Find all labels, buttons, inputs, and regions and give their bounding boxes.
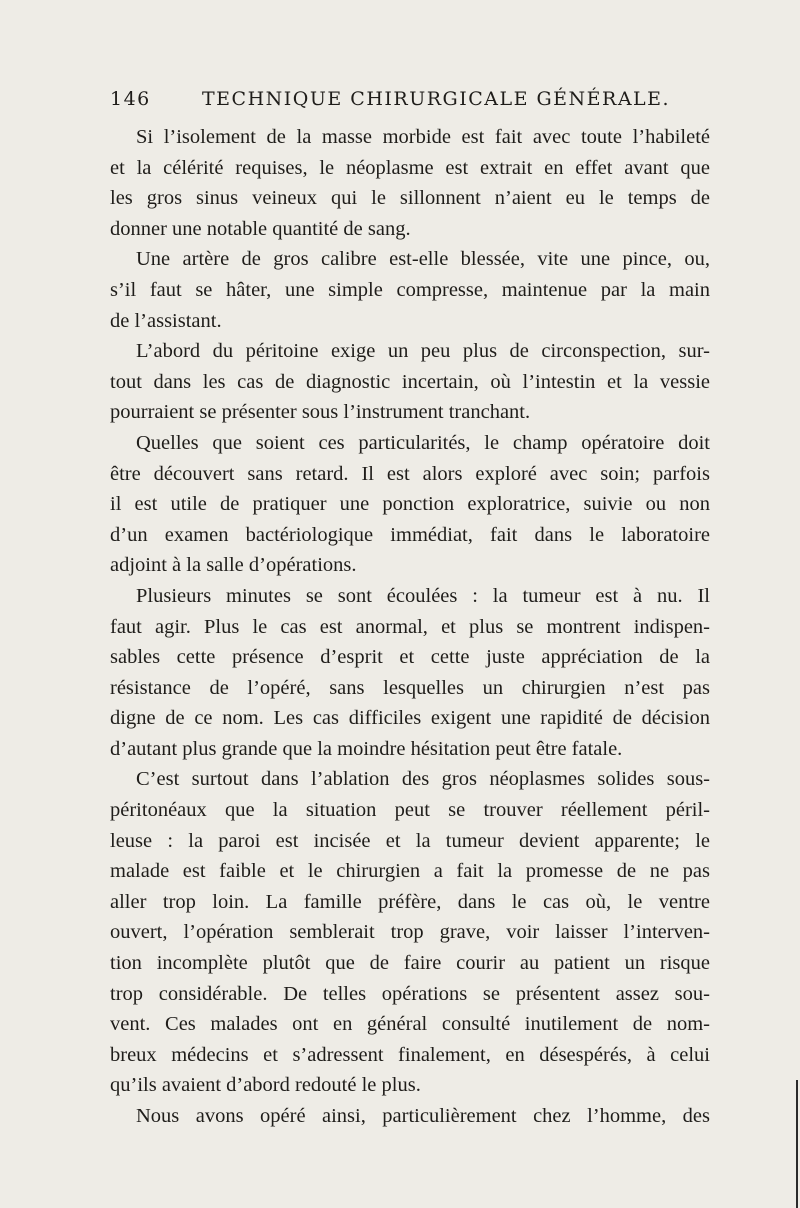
running-title: TECHNIQUE CHIRURGICALE GÉNÉRALE. — [202, 88, 671, 110]
text-line: leuse : la paroi est incisée et la tumeur devient apparente; le — [110, 829, 710, 852]
text-line: C’est surtout dans l’ablation des gros néoplasmes solides sous- — [136, 768, 710, 791]
text-line: trop considérable. De telles opérations se présentent assez sou- — [110, 982, 710, 1005]
text-line: Nous avons opéré ainsi, particulièrement chez l’homme, des — [136, 1105, 710, 1127]
text-line: Quelles que soient ces particularités, le champ opératoire doit — [136, 431, 710, 454]
page-header — [110, 88, 720, 114]
text-line: vent. Ces malades ont en général consulté inutilement de nom- — [110, 1013, 710, 1036]
text-line: Si l’isolement de la masse morbide est fait avec toute l’habileté — [136, 126, 710, 148]
text-line: tion incomplète plutôt que de faire courir au patient un risque — [110, 952, 710, 975]
text-line: L’abord du péritoine exige un peu plus de circonspection, sur- — [136, 340, 710, 363]
text-line: les gros sinus veineux qui le sillonnent n’aient eu le temps de — [110, 187, 710, 210]
text-line: péritonéaux que la situation peut se trouver réellement péril- — [110, 799, 710, 822]
text-line: Une artère de gros calibre est-elle blessée, vite une pince, ou, — [136, 248, 710, 271]
text-line: tout dans les cas de diagnostic incertain, où l’intestin et la vessie — [110, 370, 710, 393]
text-line: faut agir. Plus le cas est anormal, et plus se montrent indispen- — [110, 615, 710, 638]
text-line: être découvert sans retard. Il est alors exploré avec soin; parfois — [110, 462, 710, 485]
text-line: de l’assistant. — [110, 309, 222, 332]
text-line: il est utile de pratiquer une ponction exploratrice, suivie ou non — [110, 493, 710, 516]
text-line: ouvert, l’opération semblerait trop grave, voir laisser l’interven- — [110, 921, 710, 944]
text-line: digne de ce nom. Les cas difficiles exigent une rapidité de décision — [110, 707, 710, 730]
text-line: pourraient se présenter sous l’instrument tranchant. — [110, 401, 531, 424]
body-text — [110, 122, 710, 1132]
text-line: donner une notable quantité de sang. — [110, 217, 411, 240]
text-line: résistance de l’opéré, sans lesquelles un chirurgien n’est pas — [110, 676, 710, 699]
text-line: sables cette présence d’esprit et cette juste appréciation de la — [110, 646, 710, 669]
text-line: et la célérité requises, le néoplasme est extrait en effet avant que — [110, 156, 710, 179]
text-line: s’il faut se hâter, une simple compresse, maintenue par la main — [110, 278, 710, 301]
text-line: d’autant plus grande que la moindre hésitation peut être fatale. — [110, 737, 623, 760]
text-line: malade est faible et le chirurgien a fait la promesse de ne pas — [110, 860, 710, 883]
page-edge-shadow — [796, 1080, 798, 1208]
page-number: 146 — [110, 88, 151, 110]
text-line: Plusieurs minutes se sont écoulées : la tumeur est à nu. Il — [136, 584, 710, 607]
text-line: adjoint à la salle d’opérations. — [110, 554, 357, 577]
text-line: aller trop loin. La famille préfère, dans le cas où, le ventre — [110, 890, 710, 913]
text-line: breux médecins et s’adressent finalement, en désespérés, à celui — [110, 1043, 710, 1066]
text-line: qu’ils avaient d’abord redouté le plus. — [110, 1074, 421, 1097]
text-line: d’un examen bactériologique immédiat, fait dans le laboratoire — [110, 523, 710, 546]
